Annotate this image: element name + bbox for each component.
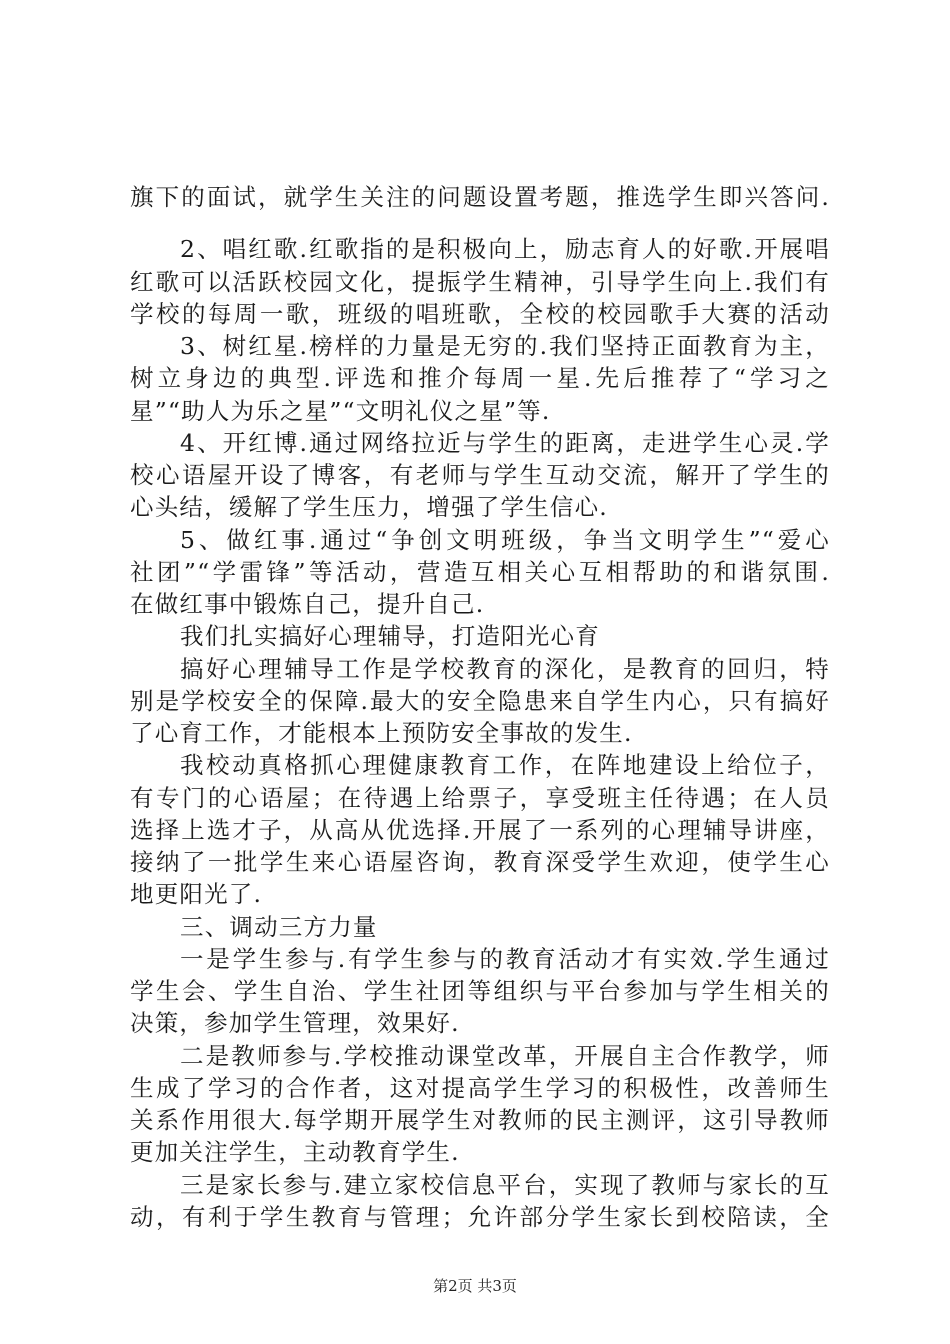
text-line: 选择上选才子，从高从优选择.开展了一系列的心理辅导讲座， [130, 816, 830, 844]
text-line: 了心育工作，才能根本上预防安全事故的发生. [130, 719, 633, 747]
text-line: 在做红事中锻炼自己，提升自己. [130, 590, 485, 618]
text-line: 5、做红事.通过“争创文明班级，争当文明学生”“爱心 [180, 526, 830, 554]
text-line: 生成了学习的合作者，这对提高学生学习的积极性，改善师生 [130, 1074, 830, 1102]
text-line: 别是学校安全的保障.最大的安全隐患来自学生内心，只有搞好 [130, 687, 830, 715]
section-heading: 三、调动三方力量 [180, 913, 378, 941]
text-line: 4、开红博.通过网络拉近与学生的距离，走进学生心灵.学 [180, 429, 830, 457]
text-line: 有专门的心语屋；在待遇上给票子，享受班主任待遇；在人员 [130, 784, 830, 812]
text-line: 一是学生参与.有学生参与的教育活动才有实效.学生通过 [180, 945, 830, 973]
text-line: 学生会、学生自治、学生社团等组织与平台参加与学生相关的 [130, 977, 830, 1005]
text-line: 决策，参加学生管理，效果好. [130, 1009, 460, 1037]
text-line: 三是家长参与.建立家校信息平台，实现了教师与家长的互 [180, 1171, 830, 1199]
text-line: 树立身边的典型.评选和推介每周一星.先后推荐了“学习之 [130, 364, 830, 392]
text-line: 接纳了一批学生来心语屋咨询，教育深受学生欢迎，使学生心 [130, 848, 830, 876]
text-line: 红歌可以活跃校园文化，提振学生精神，引导学生向上.我们有 [130, 268, 830, 296]
text-line: 动，有利于学生教育与管理；允许部分学生家长到校陪读，全 [130, 1203, 830, 1231]
section-heading: 我们扎实搞好心理辅导，打造阳光心育 [180, 622, 600, 650]
text-line: 2、唱红歌.红歌指的是积极向上，励志育人的好歌.开展唱 [180, 235, 830, 263]
text-line: 我校动真格抓心理健康教育工作，在阵地建设上给位子， [180, 751, 830, 779]
text-line: 星”“助人为乐之星”“文明礼仪之星”等. [130, 397, 551, 425]
text-line: 心头结，缓解了学生压力，增强了学生信心. [130, 493, 608, 521]
text-line: 旗下的面试，就学生关注的问题设置考题，推选学生即兴答问. [130, 183, 830, 211]
text-line: 关系作用很大.每学期开展学生对教师的民主测评，这引导教师 [130, 1106, 830, 1134]
text-line: 校心语屋开设了博客，有老师与学生互动交流，解开了学生的 [130, 461, 830, 489]
text-line: 地更阳光了. [130, 880, 263, 908]
text-line: 3、树红星.榜样的力量是无穷的.我们坚持正面教育为主， [180, 332, 830, 360]
text-line: 二是教师参与.学校推动课堂改革，开展自主合作教学，师 [180, 1042, 830, 1070]
text-line: 更加关注学生，主动教育学生. [130, 1138, 460, 1166]
text-line: 学校的每周一歌，班级的唱班歌，全校的校园歌手大赛的活动 [130, 300, 830, 328]
page-number: 第2页 共3页 [433, 1277, 517, 1295]
text-line: 搞好心理辅导工作是学校教育的深化，是教育的回归，特 [180, 655, 830, 683]
text-line: 社团”“学雷锋”等活动，营造互相关心互相帮助的和谐氛围. [130, 558, 830, 586]
